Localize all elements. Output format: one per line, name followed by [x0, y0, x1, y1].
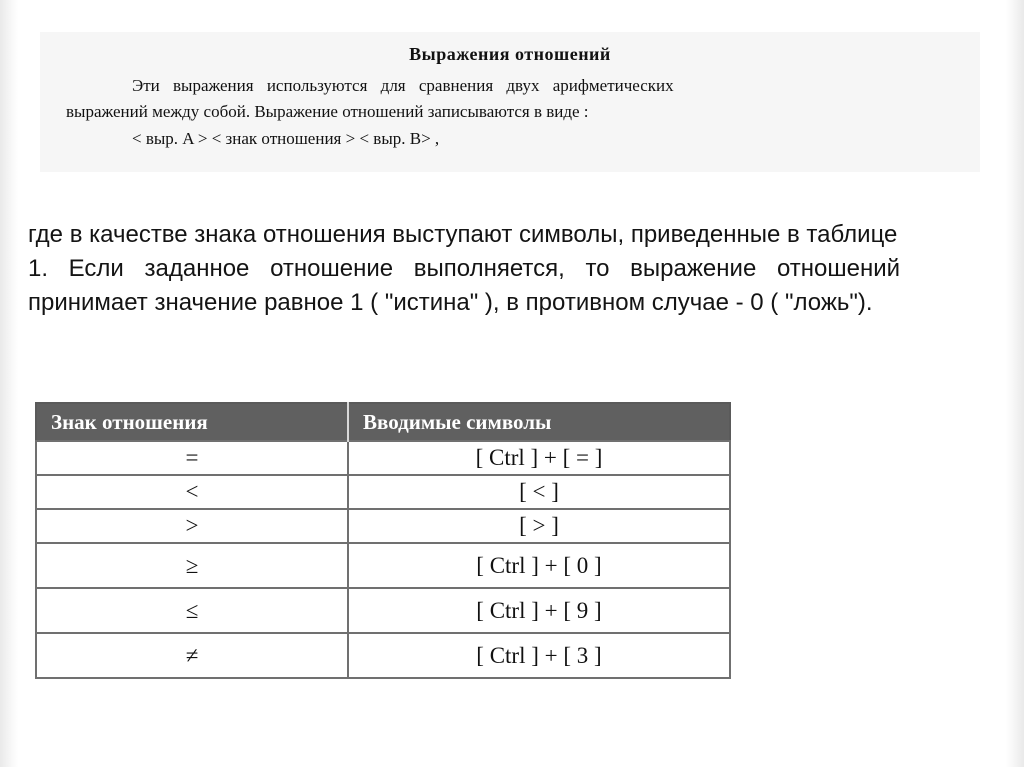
keys-cell: [ Ctrl ] + [ 3 ]	[348, 633, 730, 678]
table-row	[36, 509, 730, 543]
section-title: Выражения отношений	[409, 44, 611, 64]
table-row	[36, 475, 730, 509]
header-line-3: < выр. A > < знак отношения > < выр. B> ,	[132, 129, 440, 148]
header-sign: Знак отношения	[36, 403, 348, 441]
paragraph-line-3: принимает значение равное 1 ( "истина" ), в противном случае - 0 ( "ложь").	[28, 289, 873, 316]
sign-cell: =	[36, 441, 348, 475]
keys-cell: [ Ctrl ] + [ 9 ]	[348, 588, 730, 633]
keys-cell: [ Ctrl ] + [ = ]	[348, 441, 730, 475]
sign-cell: <	[36, 475, 348, 509]
page-edge-left	[0, 0, 18, 767]
sign-cell: ≥	[36, 543, 348, 588]
table-row	[36, 633, 730, 678]
table-row	[36, 543, 730, 588]
sign-cell: ≤	[36, 588, 348, 633]
table-header-row	[36, 403, 730, 441]
keys-cell: [ < ]	[348, 475, 730, 509]
scanned-header-block	[40, 32, 980, 172]
description-paragraph	[28, 218, 983, 320]
header-line-2: выражений между собой. Выражение отношений записываются в виде :	[66, 102, 589, 121]
header-keys: Вводимые символы	[348, 403, 730, 441]
page-edge-right	[1006, 0, 1024, 767]
table-row	[36, 441, 730, 475]
scanned-main-block	[18, 172, 1003, 732]
table-row	[36, 588, 730, 633]
paragraph-line-1: где в качестве знака отношения выступают символы, приведенные в таблице	[28, 221, 898, 248]
relation-signs-table	[35, 402, 731, 679]
header-line-1: Эти выражения используются для сравнения двух арифметических	[132, 76, 674, 95]
sign-cell: ≠	[36, 633, 348, 678]
sign-cell: >	[36, 509, 348, 543]
keys-cell: [ > ]	[348, 509, 730, 543]
paragraph-line-2: 1. Если заданное отношение выполняется, то выражение отношений	[28, 255, 901, 282]
keys-cell: [ Ctrl ] + [ 0 ]	[348, 543, 730, 588]
